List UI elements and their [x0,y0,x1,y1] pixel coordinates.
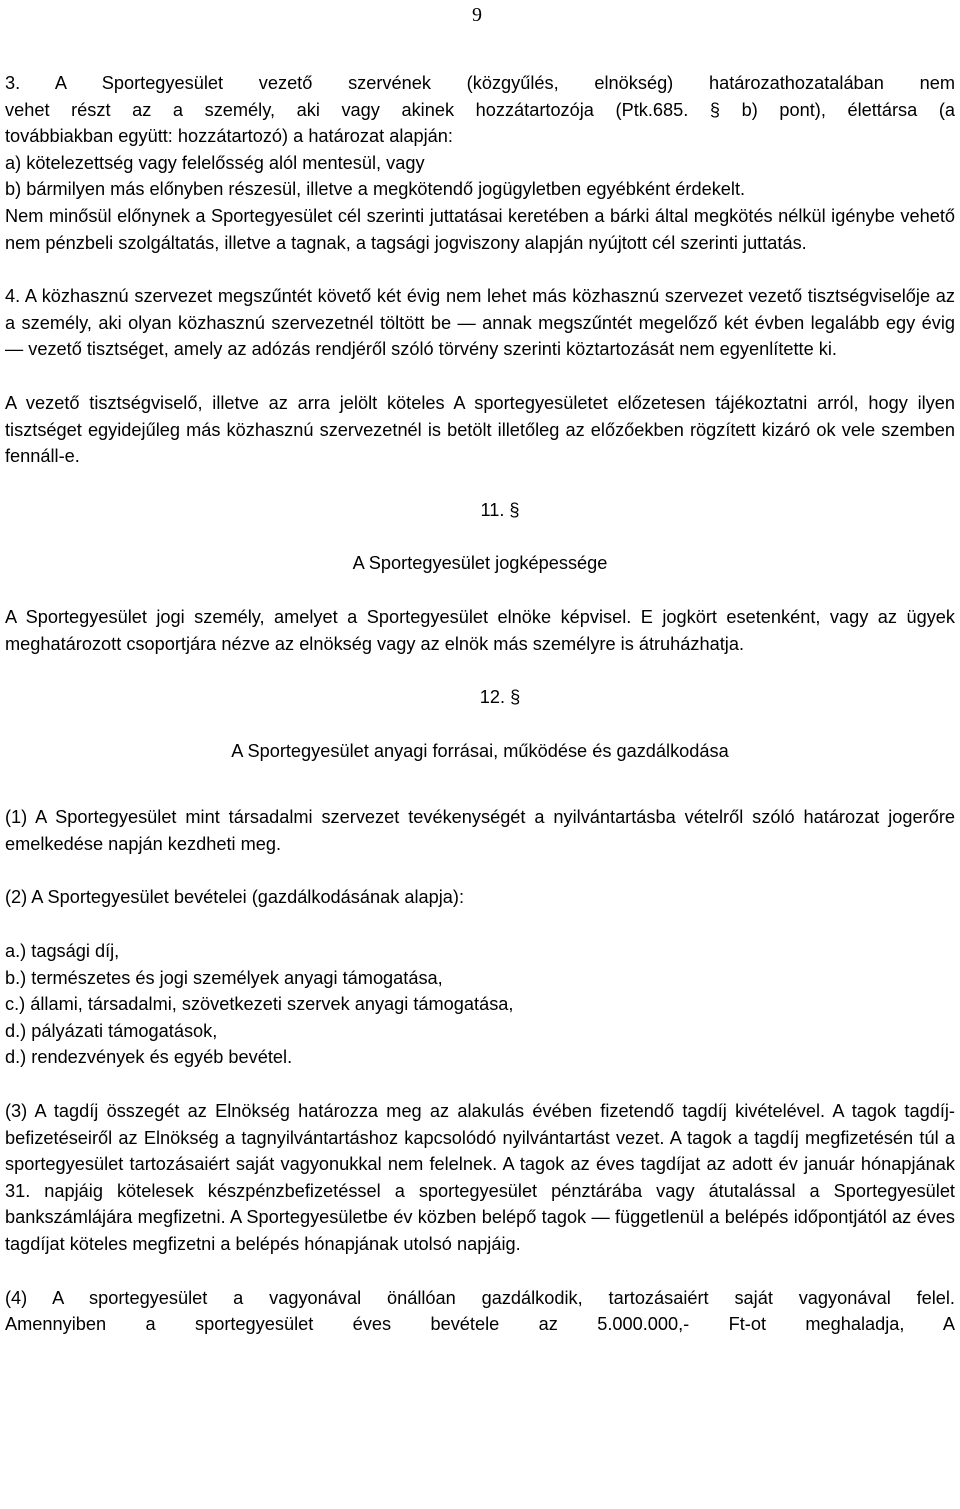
spacer [5,911,955,938]
section-12-paragraph-1: (1) A Sportegyesület mint társadalmi szervezet tevékenységét a nyilvántartásba vételről szóló határozat jogerőre emelkedése napján kezdheti meg. [5,807,955,854]
spacer [5,711,955,738]
spacer [5,470,955,497]
section-12-title: A Sportegyesület anyagi forrásai, működése és gazdálkodása [231,740,729,761]
spacer [5,523,955,550]
spacer [5,1258,955,1285]
list-item: d.) rendezvények és egyéb bevétel. [5,1047,293,1068]
paragraph-3-line: továbbiakban együtt: hozzátartozó) a határozat alapján: [5,126,453,147]
list-item: a.) tagsági díj, [5,941,120,962]
paragraph-5: A vezető tisztségviselő, illetve az arra jelölt köteles A sportegyesületet előzetesen tájékoztatni arról, hogy ilyen tisztséget egyidejűleg más közhasznú szervezetnél is betölt illetőleg az előzőekben rögzített kizáró ok vele szemben fennáll-e. [5,392,955,467]
section-12-paragraph-4-line: Amennyiben a sportegyesület éves bevétele az 5.000.000,- Ft-ot meghaladja, A [5,1314,955,1335]
section-12-paragraph-4-line: (4) A sportegyesület a vagyonával önállóan gazdálkodik, tartozásaiért saját vagyonával felel. [5,1287,955,1308]
income-list [5,938,955,1071]
section-11-title: A Sportegyesület jogképessége [352,553,608,574]
paragraph-3-line: b) bármilyen más előnyben részesül, illetve a megkötendő jogügyletben egyébként érdekelt. [5,179,746,200]
document-body [5,70,955,1338]
spacer [5,657,955,684]
spacer [5,857,955,884]
spacer [5,363,955,390]
spacer [5,764,955,804]
section-11-number: 11. § [480,499,520,520]
paragraph-4: 4. A közhasznú szervezet megszűntét követő két évig nem lehet más közhasznú szervezet vezető tisztségviselője az a személy, aki olyan közhasznú szervezetnél töltött be — annak megszűntét megelőző két évben legalább egy évig — vezető tisztséget, amely az adózás rendjéről szóló törvény szerinti köztartozását nem egyenlítette ki. [5,286,955,360]
paragraph-3-line: vehet részt az a személy, aki vagy akinek hozzátartozója (Ptk.685. § b) pont), élettársa (a [5,99,955,120]
section-11-text: A Sportegyesület jogi személy, amelyet a Sportegyesület elnöke képvisel. E jogkört esetenként, vagy az ügyek meghatározott csoportjára nézve az elnökség vagy az elnök más személyre is átruházhatja. [5,606,955,654]
section-12-paragraph-3: (3) A tagdíj összegét az Elnökség határozza meg az alakulás évében fizetendő tagdíj kivételével. A tagok tagdíj-befizetéseiről az Elnökség a tagnyilvántartáshoz kapcsolódó nyilvántartást vezet. A tagok a tagdíj megfizetésén túl a sportegyesület tartozásaiért saját vagyonukkal nem felelnek. A tagok az éves tagdíjat az adott év január hónapjának 31. napjáig kötelesek készpénzbefizetéssel a sportegyesület pénztárába vagy átutalással a Sportegyesület bankszámlájára megfizetni. A Sportegyesületbe év közben belépő tagok — függetlenül a belépés időpontjától az éves tagdíjat köteles megfizetni a belépés hónapjának utolsó napjáig. [5,1101,955,1254]
list-item: c.) állami, társadalmi, szövetkezeti szervek anyagi támogatása, [5,994,514,1015]
list-item: d.) pályázati támogatások, [5,1020,218,1041]
spacer [5,577,955,604]
paragraph-3-text: Nem minősül előnynek a Sportegyesület cél szerinti juttatásai keretében a bárki által megkötés nélkül igénybe vehető nem pénzbeli szolgáltatás, illetve a tagnak, a tagsági jogviszony alapján nyújtott cél szerinti juttatás. [5,205,955,253]
section-12-number: 12. § [479,687,521,708]
paragraph-3 [5,70,955,256]
section-12-paragraph-2: (2) A Sportegyesület bevételei (gazdálkodásának alapja): [5,887,465,908]
page-number: 9 [472,4,482,26]
paragraph-3-line: a) kötelezettség vagy felelősség alól mentesül, vagy [5,152,425,173]
paragraph-3-line: 3. A Sportegyesület vezető szervének (közgyűlés, elnökség) határozathozatalában nem [5,73,955,93]
spacer [5,1071,955,1098]
list-item: b.) természetes és jogi személyek anyagi támogatása, [5,967,443,988]
spacer [5,256,955,283]
